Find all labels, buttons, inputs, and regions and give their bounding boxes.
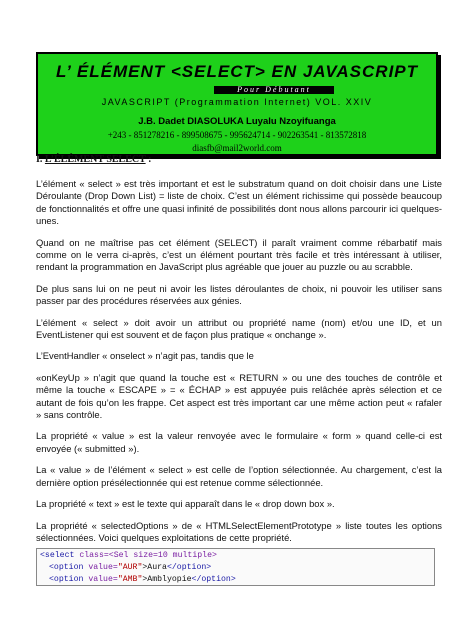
code-block bbox=[36, 548, 435, 586]
banner-email: diasfb@mail2world.com bbox=[192, 143, 282, 153]
section-heading bbox=[36, 154, 442, 166]
banner-phones: +243 - 851278216 - 899508675 - 995624714 - 902263541 - 813572818 bbox=[107, 130, 367, 140]
paragraph-value: La propriété « value » est la valeur renvoyée avec le formulaire « form » quand celle-ci est envoyée (« submitted »). bbox=[36, 430, 442, 454]
banner-ribbon bbox=[214, 86, 334, 94]
paragraph-selected-options: La propriété « selectedOptions » de « HTMLSelectElementPrototype » liste toutes les options sélectionnées. Voici quelques exploitations de cette propriété. bbox=[36, 519, 442, 544]
paragraph-eventhandler: L’EventHandler « onselect » n’agit pas, tandis que le bbox=[36, 350, 254, 362]
paragraph-attributes: L’élément « select » doit avoir un attribut ou propriété name (nom) et/ou une ID, et un EventListener qui est souvent et de façon plus pratique « onchange ». bbox=[36, 316, 442, 340]
document-body bbox=[36, 150, 442, 554]
banner-series: JAVASCRIPT (Programmation Internet) VOL. XXIV bbox=[101, 97, 373, 107]
section-number: I. bbox=[36, 154, 43, 165]
section-title: L’ÉLÉMENT SELECT bbox=[44, 154, 146, 165]
paragraph-necessity: De plus sans lui on ne peut ni avoir les listes déroulantes de choix, ni pouvoir les utiliser sans passer par des procédures réservées aux génies. bbox=[36, 282, 442, 306]
paragraph-text: La propriété « text » est le texte qui apparaît dans le « drop down box ». bbox=[36, 498, 335, 510]
banner-title: L’ ÉLÉMENT <SELECT> EN JAVASCRIPT bbox=[55, 62, 419, 81]
title-banner bbox=[36, 52, 438, 156]
paragraph-onkeyup: «onKeyUp » n’agit que quand la touche est « RETURN » ou une des touches de contrôle et même la touche « ESCAPE » = « ÉCHAP » est appuyée puis relâchée après sélection et ce autant de fois qu’on les frappe. Cet aspect est très important car une même action peut « rafaler » sans contrôle. bbox=[36, 372, 442, 420]
paragraph-intro: L’élément « select » est très important et est le substratum quand on doit choisir dans une Liste Déroulante (Drop Down List) = liste de choix. C’est un élément richissime qui possède beaucoup de fonctionnalités et offre une quasi infinité de possibilités dont nous allons parcourir ici quelques-unes. bbox=[36, 178, 442, 226]
paragraph-mastery: Quand on ne maîtrise pas cet élément (SELECT) il paraît vraiment comme rébarbatif mais comme on le verra ci-après, c’est un élément pourtant très facile et très intéressant à utiliser, rendant la programmation en JavaScript plus agréable que jouer au puzzle ou au scrabble. bbox=[36, 236, 442, 272]
code-line-select: <select class=<Sel size=10 multiple> bbox=[40, 551, 217, 560]
code-line-option-amb: <option value="AMB">Amblyopie</option> bbox=[49, 575, 236, 584]
code-line-option-aur: <option value="AUR">Aura</option> bbox=[49, 563, 212, 572]
banner-author: J.B. Dadet DIASOLUKA Luyalu Nzoyifuanga bbox=[138, 116, 336, 127]
paragraph-select-value: La « value » de l’élément « select » est celle de l’option sélectionnée. Au chargement, c’est la dernière option présélectionnée qui est retenue comme sélectionnée. bbox=[36, 464, 442, 488]
banner-ribbon-text: Pour Débutant bbox=[237, 85, 311, 94]
section-suffix: : bbox=[145, 154, 152, 165]
